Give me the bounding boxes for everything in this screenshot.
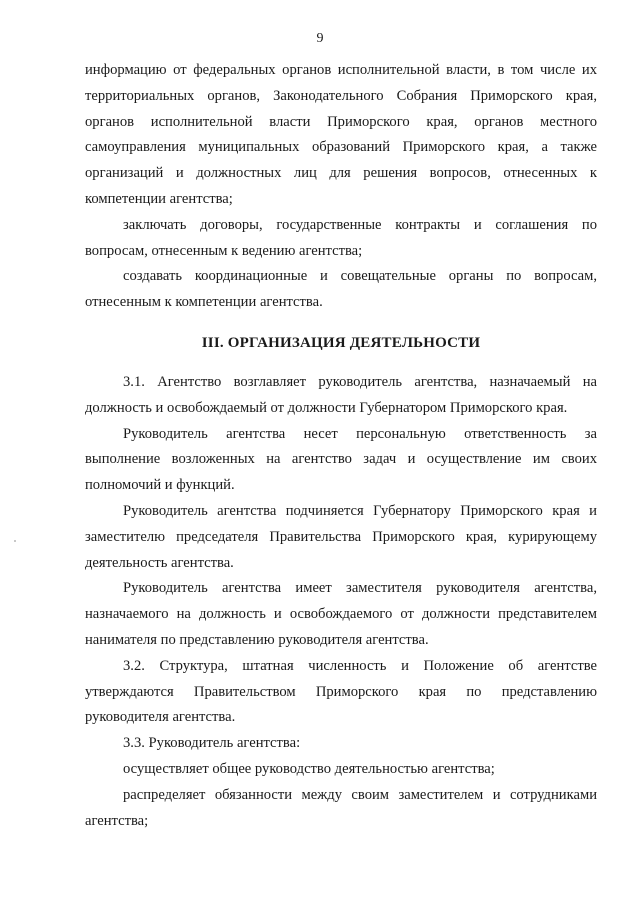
paragraph-general-management: осуществляет общее руководство деятельностью агентства; (123, 760, 495, 777)
document-body (85, 58, 597, 834)
paragraph-deputy: Руководитель агентства имеет заместителя руководителя агентства, назначаемого на должность и освобождаемого от должности представителем нанимателя по представлению руководителя агентства. (85, 580, 597, 648)
section-heading: III. ОРГАНИЗАЦИЯ ДЕЯТЕЛЬНОСТИ (201, 334, 481, 351)
paragraph-head-responsibility: Руководитель агентства несет персональную ответственность за выполнение возложенных на агентство задач и осуществление им своих полномочий и функций. (85, 425, 597, 494)
paragraph-distributes-duties: распределяет обязанности между своим заместителем и сотрудниками агентства; (85, 786, 597, 829)
paragraph-create-bodies: создавать координационные и совещательные органы по вопросам, отнесенным к компетенции агентства. (85, 268, 597, 311)
paragraph-3-3-head: 3.3. Руководитель агентства: (123, 735, 301, 752)
paragraph-head-subordination: Руководитель агентства подчиняется Губернатору Приморского края и заместителю председателя Правительства Приморского края, курирующему деятельность агентства. (85, 502, 597, 571)
scan-artifact-dot (14, 540, 16, 542)
page-number: 9 (316, 31, 324, 46)
paragraph-3-2-structure: 3.2. Структура, штатная численность и Положение об агентстве утверждаются Правительством Приморского края по представлению руководителя агентства. (85, 657, 597, 726)
paragraph-information-request: информацию от федеральных органов исполнительной власти, в том числе их территориальных органов, Законодательного Собрания Приморского края, органов исполнительной власти Приморского края, органов местного самоуправления муниципальных образований Приморского края, а также организаций и должностных лиц для решения вопросов, отнесенных к компетенции агентства; (85, 62, 597, 207)
paragraph-3-1-head: 3.1. Агентство возглавляет руководитель агентства, назначаемый на должность и освобождаемый от должности Губернатором Приморского края. (85, 373, 597, 416)
paragraph-conclude-contracts: заключать договоры, государственные контракты и соглашения по вопросам, отнесенным к ведению агентства; (85, 216, 597, 259)
